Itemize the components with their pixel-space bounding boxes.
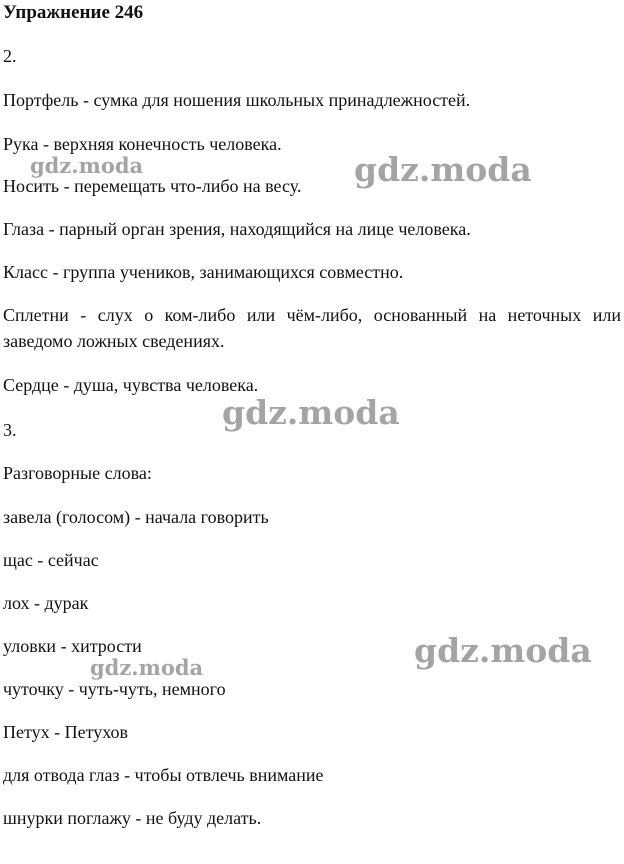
section-3-intro: Разговорные слова: bbox=[3, 463, 152, 483]
definition-line: Сердце - душа, чувства человека. bbox=[3, 375, 259, 395]
watermark: gdz.moda bbox=[222, 393, 400, 432]
colloquial-word-item: уловки - хитрости bbox=[3, 636, 142, 656]
definition-line: Класс - группа учеников, занимающихся совместно. bbox=[3, 262, 404, 282]
colloquial-word-item: Петух - Петухов bbox=[3, 722, 129, 742]
definition-line: Носить - перемещать что-либо на весу. bbox=[3, 176, 302, 196]
definition-line: Рука - верхняя конечность человека. bbox=[3, 134, 282, 154]
watermark: gdz.moda bbox=[30, 153, 144, 178]
colloquial-word-item: завела (голосом) - начала говорить bbox=[3, 507, 269, 527]
colloquial-word-item: для отвода глаз - чтобы отвлечь внимание bbox=[3, 765, 324, 785]
definition-line: Глаза - парный орган зрения, находящийся на лице человека. bbox=[3, 219, 471, 239]
exercise-heading: Упражнение 246 bbox=[3, 2, 144, 23]
section-3-number: 3. bbox=[3, 420, 17, 440]
watermark: gdz.moda bbox=[90, 655, 204, 680]
section-2-number: 2. bbox=[3, 46, 17, 66]
watermark: gdz.moda bbox=[414, 631, 592, 670]
colloquial-word-item: лох - дурак bbox=[3, 593, 89, 613]
definition-paragraph: Сплетни - слух о ком-либо или чём-либо, основанный на неточных или заведомо ложных сведениях. bbox=[3, 305, 621, 351]
colloquial-word-item: чуточку - чуть-чуть, немного bbox=[3, 679, 226, 699]
colloquial-word-item: щас - сейчас bbox=[3, 550, 99, 570]
watermark: gdz.moda bbox=[354, 150, 532, 189]
definition-line: Портфель - сумка для ношения школьных принадлежностей. bbox=[3, 90, 471, 110]
colloquial-word-item: шнурки поглажу - не буду делать. bbox=[3, 808, 262, 828]
